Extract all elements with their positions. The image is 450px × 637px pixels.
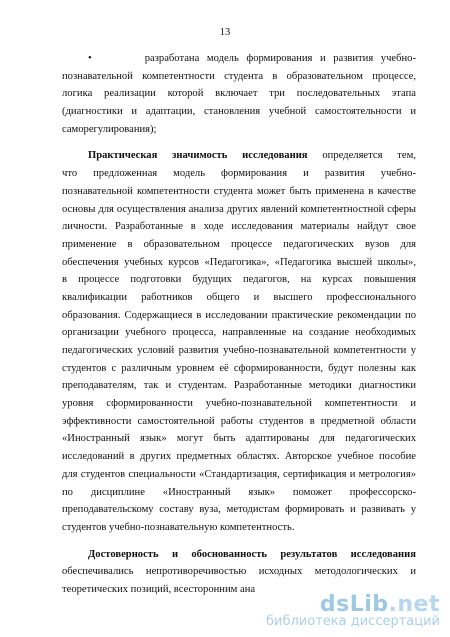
paragraph-line: преподавательскому составу вуза, методистам формировать и развивать у [62, 504, 416, 516]
paragraph-line: образования. Содержащиеся в исследовании практические рекомендации по [62, 309, 416, 321]
bullet-marker: • [88, 53, 92, 64]
dslib-logo: dsLib.net [319, 592, 440, 617]
bullet-line-1: • разработана модель формирования и развития учебно- [88, 53, 417, 64]
paragraph-line: преподавателям, так и студентам. Разработанные методики диагностики [62, 380, 416, 392]
reliability-heading-line [62, 546, 416, 564]
practical-heading-line: Практическая значимость исследования определяется тем, [88, 150, 416, 162]
watermark-caption: библиотека диссертаций [266, 614, 440, 629]
paragraph-line: что предложенная модель формирования и развития учебно- [62, 168, 416, 180]
paragraph-line: в процессе подготовки будущих педагогов, на курсах повышения [62, 274, 416, 286]
paragraph-line: уровня сформированности учебно-познавательной компетентности и [62, 398, 416, 410]
practical-significance-heading: Практическая значимость исследования [88, 150, 308, 162]
dslib-watermark [266, 592, 440, 629]
paragraph-line: познавательной компетентности студента может быть применена в качестве [62, 185, 416, 197]
paragraph-line: студентов учебно-познавательную компетентность. [62, 521, 295, 533]
document-body [62, 50, 416, 599]
paragraph-line: по дисциплине «Иностранный язык» поможет профессорско- [62, 486, 416, 498]
paragraph-line: исследований в других предметных областях. Авторское учебное пособие [62, 451, 416, 463]
bullet-line: (диагностики и адаптации, становления учебной самостоятельности и [62, 106, 416, 118]
paragraph-line: личности. Разработанные в ходе исследования материалы найдут свое [62, 221, 416, 233]
paragraph-line: основы для осуществления анализа других явлений компетентностной сферы [62, 203, 416, 215]
paragraph-line: квалификации работников общего и высшего профессионального [62, 291, 416, 303]
page-number: 13 [219, 27, 231, 38]
paragraph-line: применение в образовательном процессе педагогических вузов для [62, 238, 416, 250]
reliability-heading: Достоверность и обоснованность результатов исследования [88, 548, 416, 560]
bullet-line: логика реализации которой включает три последовательных этапа [62, 88, 416, 100]
paragraph-line: педагогических условий развития учебно-познавательной компетентности у [62, 345, 416, 356]
paragraph-line: теоретических позиций, всесторонним ана [62, 583, 256, 595]
paragraph-line: эффективности самостоятельной работы студентов в предметной области [62, 415, 416, 427]
paragraph-line: студентов с различным уровнем её сформированности, будут полезны как [62, 362, 416, 374]
paragraph-line: «Иностранный язык» могут быть адаптированы для педагогических [62, 433, 416, 445]
paragraph-line: обеспечивались непротиворечивостью исходных методологических и [62, 566, 416, 578]
bullet-line: познавательной компетентности студента в образовательном процессе, [62, 70, 416, 82]
paragraph-line: обеспечения учебных курсов «Педагогика», «Педагогика высшей школы», [62, 256, 416, 268]
paragraph-line: для студентов специальности «Стандартизация, сертификация и метрология» [62, 468, 416, 480]
bullet-line: саморегулирования); [62, 123, 157, 135]
paragraph-line: организации учебного процесса, направленные на создание необходимых [62, 327, 416, 339]
